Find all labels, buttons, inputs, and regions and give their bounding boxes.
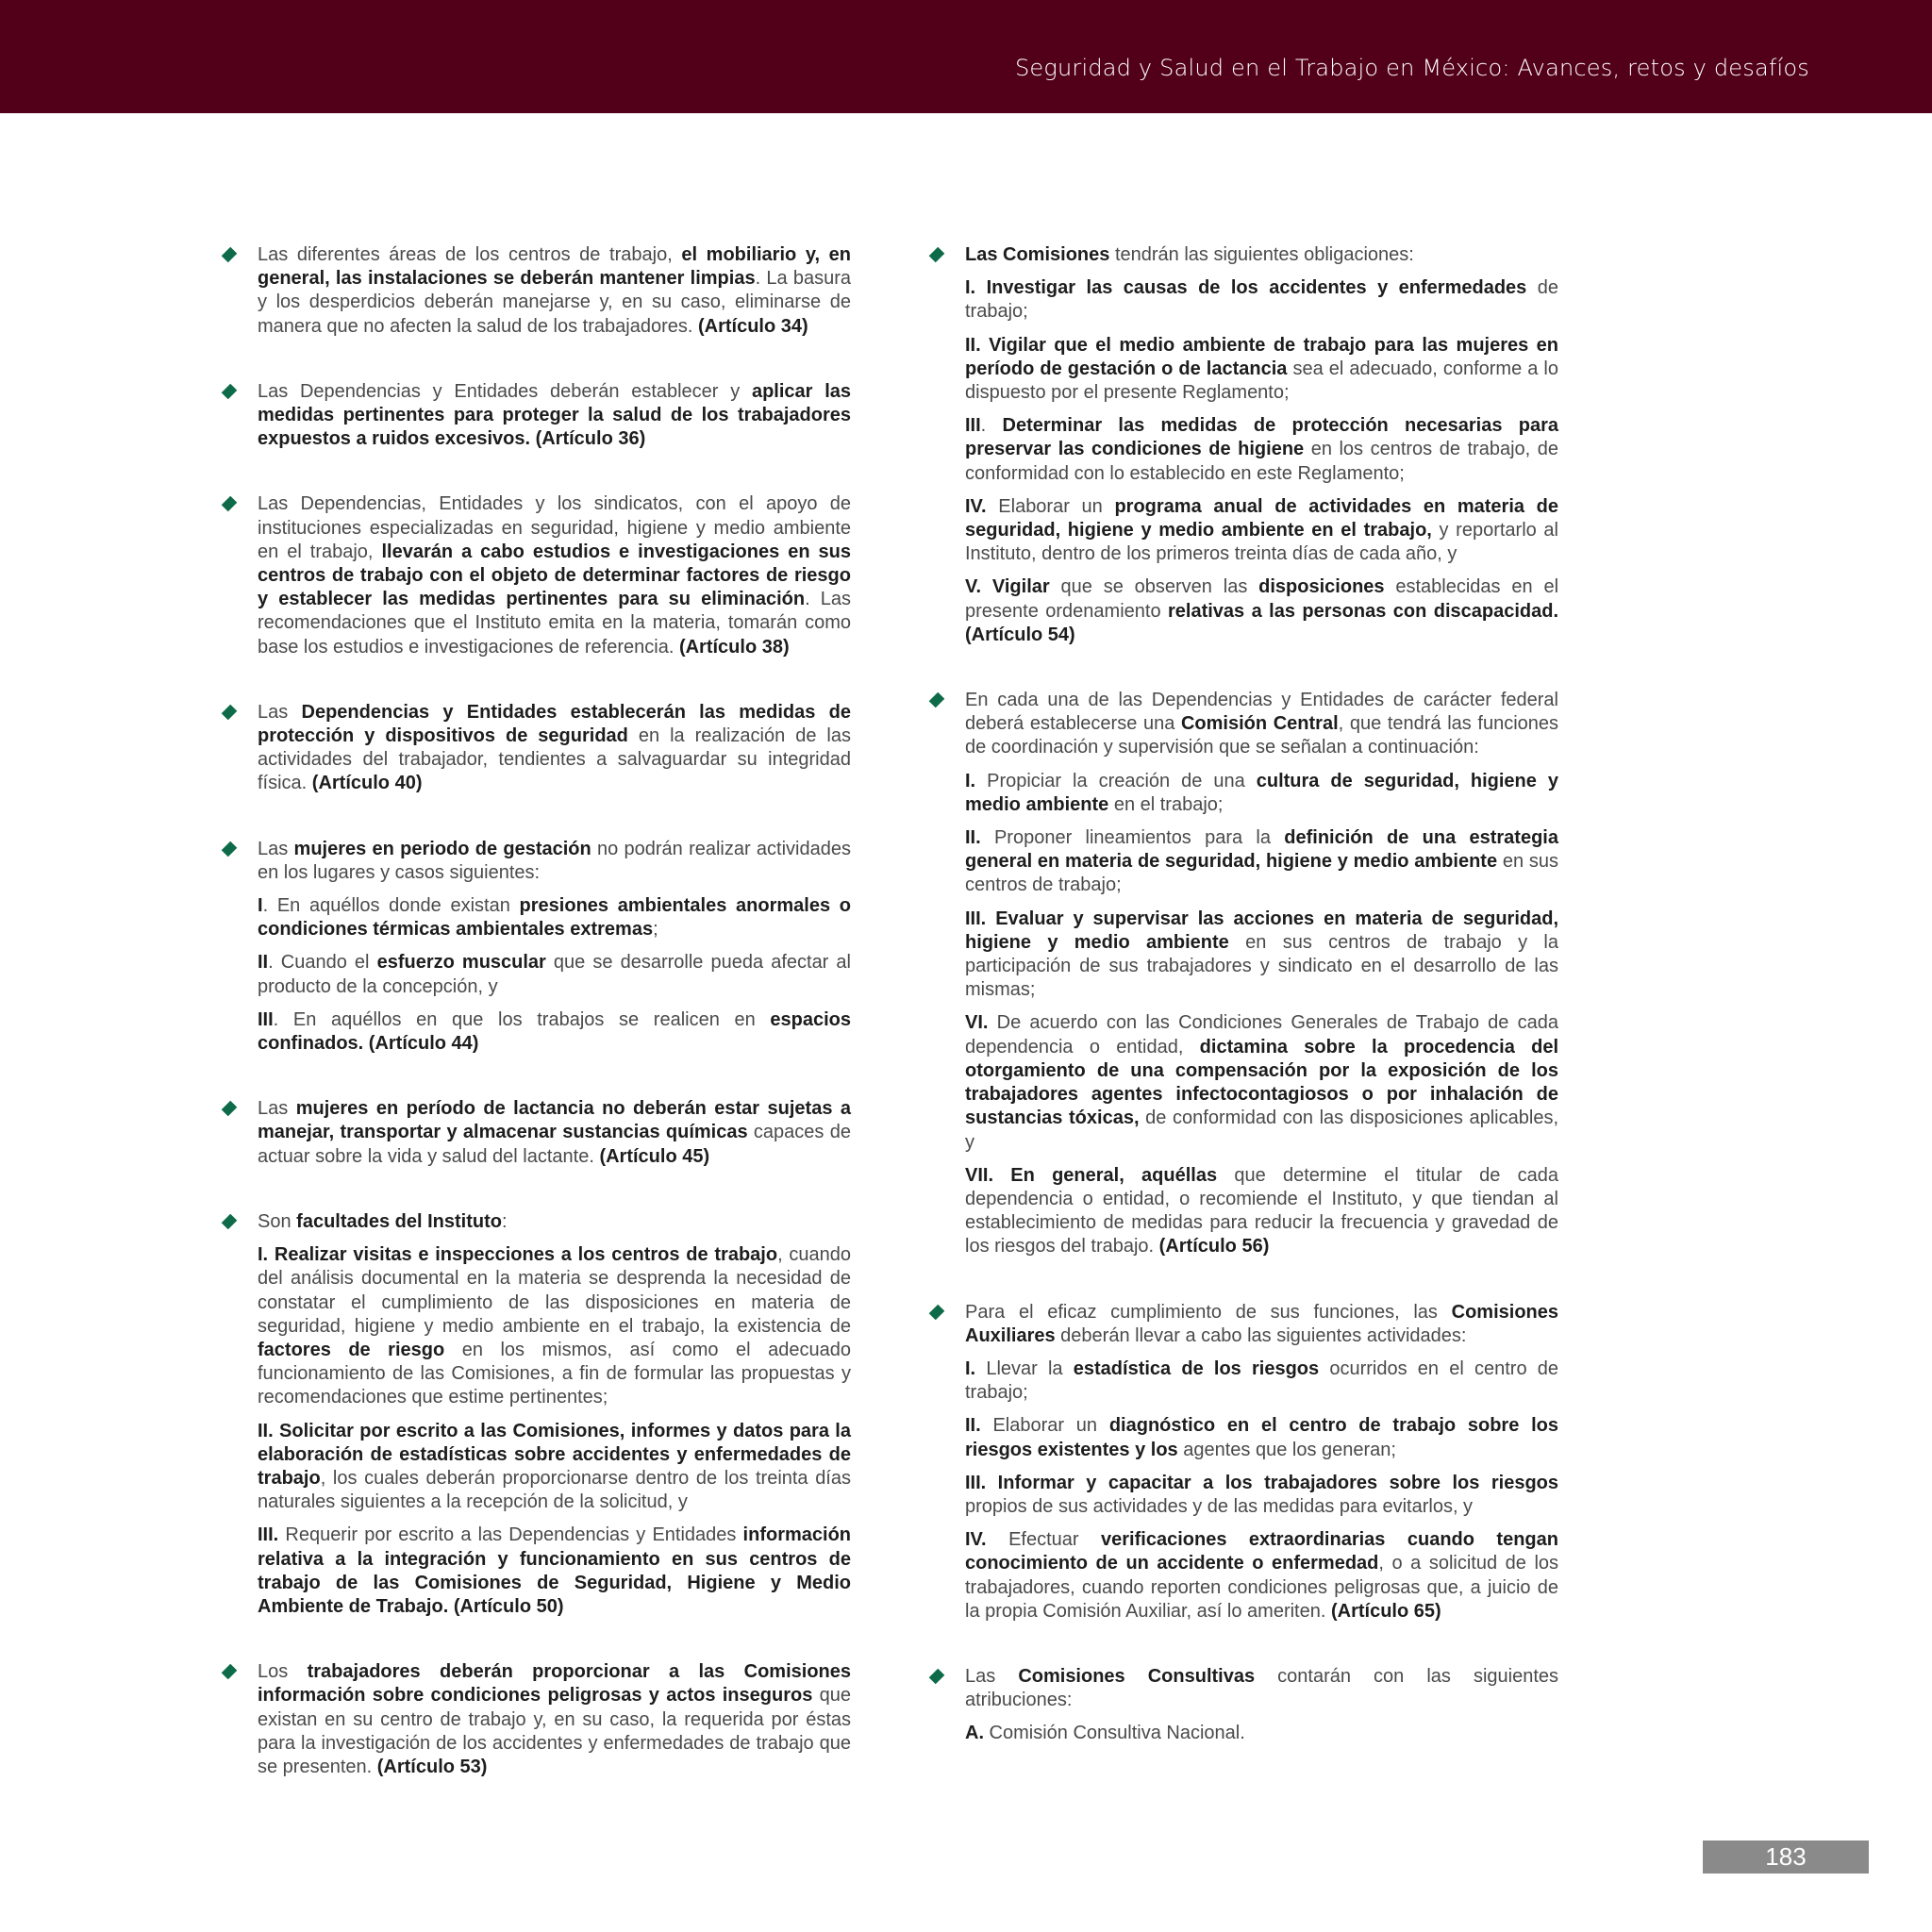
text: Efectuar: [986, 1529, 1102, 1551]
text: Proponer lineamientos para la: [980, 827, 1285, 849]
text: :: [501, 1210, 508, 1232]
paragraph: [965, 334, 1558, 406]
paragraph: [965, 770, 1558, 817]
bold-text: IV.: [965, 1529, 987, 1551]
paragraph: [258, 1210, 851, 1234]
text: De acuerdo con las Condiciones Generales de Trabajo de cada dependencia o entidad,: [965, 1012, 1558, 1058]
bullet-item: [221, 1210, 851, 1619]
paragraph: [258, 1008, 851, 1056]
bold-text: III. Informar y capacitar a los trabajadores sobre los riesgos: [965, 1472, 1558, 1493]
paragraph: [965, 1164, 1558, 1259]
text: . Las recomendaciones que el Instituto emita en la materia, tomarán como base los estudios e investigaciones de referencia.: [258, 589, 852, 658]
paragraph: [965, 689, 1558, 760]
text: Las: [258, 701, 302, 723]
bold-text: (Artículo 65): [1330, 1600, 1441, 1622]
text: de trabajo;: [965, 277, 1559, 323]
text: sea el adecuado, conforme a lo dispuesto por el presente Reglamento;: [965, 358, 1558, 404]
text: establecidas en el presente ordenamiento: [965, 576, 1559, 622]
bold-text: Determinar las medidas de protección necesarias para preservar las condiciones de higiene: [965, 415, 1558, 460]
text: Los: [258, 1661, 308, 1683]
text: tendrán las siguientes obligaciones:: [1109, 244, 1414, 265]
right-column: [928, 243, 1558, 1788]
paragraph: [258, 243, 851, 339]
text: contarán con las siguientes atribuciones:: [965, 1665, 1559, 1711]
bullet-item: [221, 492, 851, 658]
bold-text: II: [258, 952, 269, 974]
bold-text: II.: [965, 1415, 981, 1437]
text: . La basura y los desperdicios deberán manejarse y, en su caso, eliminarse de manera que no afecten la salud de los trabajadores.: [258, 268, 851, 337]
text: que se observen las: [1049, 576, 1259, 598]
text: en los centros de trabajo, de conformidad con lo establecido en este Reglamento;: [965, 439, 1558, 484]
bold-text: disposiciones: [1258, 576, 1385, 598]
diamond-bullet-icon: [222, 1214, 238, 1230]
bold-text: (Artículo 45): [599, 1145, 710, 1167]
text: de conformidad con las disposiciones aplicables, y: [965, 1108, 1558, 1153]
bullet-item: [221, 838, 851, 1057]
text: . En aquéllos en que los trabajos se realicen en: [273, 1008, 771, 1030]
bullet-item: [928, 689, 1558, 1258]
bold-text: II. Solicitar por escrito a las Comisiones, informes y datos para la elaboración de estadísticas sobre accidentes y enfermedades de trabajo: [258, 1420, 851, 1489]
text: Elaborar un: [980, 1415, 1109, 1437]
bold-text: I. Realizar visitas e inspecciones a los centros de trabajo: [258, 1244, 778, 1266]
page-number: 183: [1703, 1840, 1869, 1874]
text: Propiciar la creación de una: [975, 770, 1257, 791]
bold-text: verificaciones extraordinarias cuando tengan conocimiento de un accidente o enfermedad: [965, 1529, 1558, 1574]
paragraph: [965, 276, 1558, 324]
paragraph: [258, 1524, 851, 1619]
paragraph: [258, 1097, 851, 1169]
text: , que tendrá las funciones de coordinación y supervisión que se señalan a continuación:: [965, 713, 1559, 758]
paragraph: [258, 894, 851, 941]
text: deberán llevar a cabo las siguientes actividades:: [1055, 1324, 1467, 1346]
diamond-bullet-icon: [222, 496, 238, 512]
bold-text: III. Evaluar y supervisar las acciones en materia de seguridad, higiene y medio ambiente: [965, 908, 1558, 953]
bold-text: (Artículo 56): [1158, 1236, 1270, 1257]
bold-text: (Artículo 40): [311, 773, 423, 794]
document-title: Seguridad y Salud en el Trabajo en México: Avances, retos y desafíos: [1014, 55, 1809, 81]
text: Comisión Consultiva Nacional.: [984, 1723, 1245, 1744]
paragraph: [965, 1722, 1558, 1745]
text: ;: [653, 919, 658, 941]
bold-text: Comisión Central: [1180, 713, 1339, 735]
bold-text: IV.: [965, 495, 987, 517]
text: . Cuando el: [268, 952, 377, 974]
paragraph: [965, 1472, 1558, 1519]
bold-text: esfuerzo muscular: [376, 952, 546, 974]
bold-text: espacios confinados. (Artículo 44): [258, 1008, 851, 1055]
text: propios de sus actividades y de las medidas para evitarlos, y: [965, 1495, 1474, 1517]
text: que se desarrolle pueda afectar al producto de la concepción, y: [258, 952, 852, 997]
bullet-item: [928, 1301, 1558, 1624]
text: que determine el titular de cada dependencia o entidad, o recomiende el Instituto, y que tiendan al establecimiento de medidas para reducir la frecuencia y gravedad de los riesgos del trabajo.: [965, 1164, 1558, 1257]
diamond-bullet-icon: [929, 1304, 945, 1320]
bold-text: II. Vigilar que el medio ambiente de trabajo para las mujeres en período de gestación o de lactancia: [965, 334, 1558, 379]
bold-text: A.: [965, 1723, 984, 1744]
paragraph: [258, 838, 851, 885]
bold-text: V. Vigilar: [965, 576, 1050, 598]
paragraph: [965, 1301, 1558, 1348]
text: . En aquéllos donde existan: [262, 895, 520, 917]
bold-text: trabajadores deberán proporcionar a las Comisiones información sobre condiciones peligrosas y actos inseguros: [258, 1661, 851, 1707]
paragraph: [965, 1665, 1558, 1712]
bold-text: aplicar las medidas pertinentes para proteger la salud de los trabajadores expuestos a ruidos excesivos. (Artículo 36): [258, 380, 851, 450]
bullet-item: [221, 243, 851, 339]
bold-text: estadística de los riesgos: [1073, 1357, 1320, 1379]
text: ocurridos en el centro de trabajo;: [965, 1357, 1559, 1404]
bold-text: III.: [258, 1524, 279, 1546]
text: en el trabajo;: [1108, 793, 1224, 815]
bold-text: facultades del Instituto: [296, 1210, 502, 1232]
text: , los cuales deberán proporcionarse dentro de los treinta días naturales siguientes a la recepción de la solicitud, y: [258, 1467, 851, 1513]
bullet-item: [221, 1097, 851, 1169]
paragraph: [258, 1660, 851, 1779]
bold-text: definición de una estrategia general en materia de seguridad, higiene y medio ambiente: [965, 827, 1558, 873]
text: agentes que los generan;: [1177, 1439, 1396, 1460]
diamond-bullet-icon: [222, 1664, 238, 1680]
paragraph: [965, 826, 1558, 898]
bold-text: Las Comisiones: [965, 244, 1110, 265]
text: Las Dependencias y Entidades deberán establecer y: [258, 380, 752, 402]
text: Requerir por escrito a las Dependencias y Entidades: [278, 1524, 743, 1546]
bold-text: Comisiones Auxiliares: [965, 1301, 1558, 1346]
diamond-bullet-icon: [929, 1669, 945, 1685]
bold-text: III: [258, 1008, 274, 1030]
bold-text: el mobiliario y, en general, las instalaciones se deberán mantener limpias: [258, 244, 851, 290]
bullet-item: [928, 1665, 1558, 1746]
bold-text: III: [965, 415, 981, 437]
diamond-bullet-icon: [222, 247, 238, 263]
text: y reportarlo al Instituto, dentro de los primeros treinta días de cada año, y: [965, 520, 1558, 565]
text: , o a solicitud de los trabajadores, cuando reporten condiciones peligrosas que, a juicio de la propia Comisión Auxiliar, así lo ameriten.: [965, 1553, 1559, 1622]
bold-text: llevarán a cabo estudios e investigaciones en sus centros de trabajo con el objeto de determinar factores de riesgo y establecer las medidas pertinentes para su eliminación: [258, 541, 851, 610]
text: En cada una de las Dependencias y Entidades de carácter federal deberá establecerse una: [965, 690, 1558, 735]
paragraph: [258, 492, 851, 658]
bold-text: relativas a las personas con discapacidad. (Artículo 54): [965, 600, 1559, 645]
bold-text: (Artículo 38): [678, 636, 790, 658]
paragraph: [965, 1414, 1558, 1461]
diamond-bullet-icon: [222, 841, 238, 857]
text: Las Dependencias, Entidades y los sindicatos, con el apoyo de instituciones especializadas en seguridad, higiene y medio ambiente en el trabajo,: [258, 493, 851, 562]
left-column: [221, 243, 851, 1821]
paragraph: [965, 495, 1558, 567]
diamond-bullet-icon: [222, 384, 238, 400]
text: capaces de actuar sobre la vida y salud del lactante.: [258, 1122, 851, 1167]
header-bar: [0, 0, 1932, 113]
bold-text: I.: [965, 1357, 976, 1379]
paragraph: [258, 1420, 851, 1515]
text: , cuando del análisis documental en la materia se desprenda la necesidad de constatar el cumplimiento de las disposiciones en materia de seguridad, higiene y medio ambiente en el trabajo, la existencia de: [258, 1244, 851, 1337]
text: no podrán realizar actividades en los lugares y casos siguientes:: [258, 838, 851, 883]
diamond-bullet-icon: [929, 247, 945, 263]
bold-text: diagnóstico en el centro de trabajo sobre los riesgos existentes y los: [965, 1415, 1558, 1460]
text: Para el eficaz cumplimiento de sus funciones, las: [965, 1301, 1452, 1323]
paragraph: [258, 951, 851, 998]
bold-text: (Artículo 34): [697, 315, 808, 337]
text: Llevar la: [975, 1357, 1074, 1379]
bold-text: I.: [965, 770, 976, 791]
bullet-item: [221, 1660, 851, 1779]
bold-text: mujeres en periodo de gestación: [293, 838, 591, 859]
paragraph: [965, 1357, 1558, 1405]
text: que existan en su centro de trabajo y, en su caso, la requerida por éstas para la investigación de los accidentes y enfermedades de trabajo que se presenten.: [258, 1685, 851, 1777]
bold-text: presiones ambientales anormales o condiciones térmicas ambientales extremas: [258, 895, 851, 941]
bold-text: cultura de seguridad, higiene y medio ambiente: [965, 770, 1558, 815]
paragraph: [965, 908, 1558, 1003]
text: .: [980, 415, 1003, 437]
bullet-item: [221, 380, 851, 452]
text: Las diferentes áreas de los centros de trabajo,: [258, 244, 682, 265]
bold-text: VII. En general, aquéllas: [965, 1164, 1218, 1186]
text: en los mismos, así como el adecuado funcionamiento de las Comisiones, a fin de formular las propuestas y recomendaciones que estime pertinentes;: [258, 1339, 851, 1408]
bold-text: Comisiones Consultivas: [1018, 1665, 1256, 1687]
bold-text: I. Investigar las causas de los accidentes y enfermedades: [965, 277, 1527, 299]
paragraph: [258, 380, 851, 452]
diamond-bullet-icon: [929, 692, 945, 708]
bold-text: II.: [965, 827, 981, 849]
paragraph: [965, 1528, 1558, 1624]
text: Las: [965, 1665, 1019, 1687]
text: en sus centros de trabajo y la participación de sus trabajadores y sindicato en el desarrollo de las mismas;: [965, 931, 1558, 1001]
paragraph: [965, 243, 1558, 267]
bold-text: dictamina sobre la procedencia del otorgamiento de una compensación por la exposición de los trabajadores agentes infectocontagiosos o por inhalación de sustancias tóxicas,: [965, 1036, 1558, 1129]
text: en sus centros de trabajo;: [965, 851, 1558, 896]
bold-text: (Artículo 53): [376, 1756, 488, 1777]
bold-text: información relativa a la integración y funcionamiento en sus centros de trabajo de las Comisiones de Seguridad, Higiene y Medio Ambiente de Trabajo. (Artículo 50): [258, 1524, 851, 1617]
paragraph: [965, 414, 1558, 486]
bold-text: factores de riesgo: [258, 1339, 445, 1360]
bold-text: programa anual de actividades en materia de seguridad, higiene y medio ambiente en el trabajo,: [965, 495, 1558, 541]
bold-text: I: [258, 895, 263, 917]
paragraph: [965, 575, 1558, 647]
text: Son: [258, 1210, 297, 1232]
diamond-bullet-icon: [222, 1101, 238, 1117]
paragraph: [258, 701, 851, 796]
bullet-item: [928, 243, 1558, 647]
text: Las: [258, 1098, 296, 1120]
paragraph: [965, 1011, 1558, 1154]
bold-text: Dependencias y Entidades establecerán las medidas de protección y dispositivos de seguridad: [258, 701, 851, 747]
text: Las: [258, 838, 294, 859]
bullet-item: [221, 701, 851, 796]
paragraph: [258, 1243, 851, 1409]
diamond-bullet-icon: [222, 705, 238, 721]
text: en la realización de las actividades del trabajador, tendientes a salvaguardar su integridad física.: [258, 725, 851, 794]
bold-text: VI.: [965, 1012, 989, 1034]
bold-text: mujeres en período de lactancia no deberán estar sujetas a manejar, transportar y almacenar sustancias químicas: [258, 1098, 851, 1143]
text: Elaborar un: [986, 495, 1115, 517]
